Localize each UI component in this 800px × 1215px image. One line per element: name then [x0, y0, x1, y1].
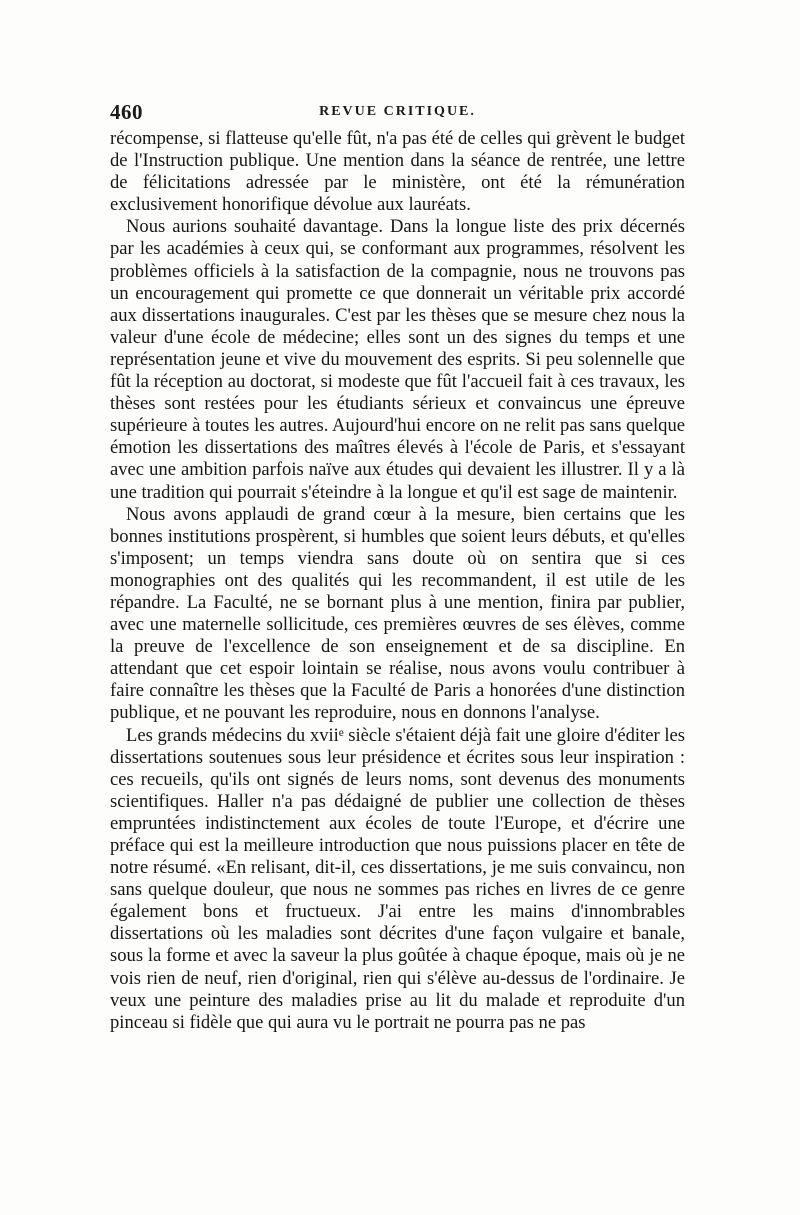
paragraph-1: récompense, si flatteuse qu'elle fût, n'a pas été de celles qui grèvent le budget de l'Instruction publique. Une mention dans la séance de rentrée, une lettre de félicitations adressée par le ministère, ont été la rémunération exclusivement honorifique dévolue aux lauréats.	[110, 128, 685, 216]
page-header	[110, 100, 685, 126]
page-number: 460	[110, 100, 143, 124]
paragraph-3: Nous avons applaudi de grand cœur à la mesure, bien certains que les bonnes institutions prospèrent, si humbles que soient leurs débuts, et qu'elles s'imposent; un temps viendra sans doute où on sentira que si ces monographies ont des qualités qui les recommandent, il est utile de les répandre. La Faculté, ne se bornant plus à une mention, finira par publier, avec une maternelle sollicitude, ces premières œuvres de ses élèves, comme la preuve de l'excellence de son enseignement et de sa discipline. En attendant que cet espoir lointain se réalise, nous avons voulu contribuer à faire connaître les thèses que la Faculté de Paris a honorées d'une distinction publique, et ne pouvant les reproduire, nous en donnons l'analyse.	[110, 503, 685, 724]
running-title: REVUE CRITIQUE.	[319, 104, 476, 119]
body-text	[110, 128, 685, 1034]
paragraph-4: Les grands médecins du xviiᵉ siècle s'étaient déjà fait une gloire d'éditer les dissertations soutenues sous leur présidence et écrites sous leur inspiration : ces recueils, qu'ils ont signés de leurs noms, sont devenus des monuments scientifiques. Haller n'a pas dédaigné de publier une collection de thèses empruntées indistinctement aux écoles de toute l'Europe, et d'écrire une préface qui est la meilleure introduction que nous puissions placer en tête de notre résumé. «En relisant, dit-il, ces dissertations, je me suis convaincu, non sans quelque douleur, que nous ne sommes pas riches en livres de ce genre également bons et fructueux. J'ai entre les mains d'innombrables dissertations où les maladies sont décrites d'une façon vulgaire et banale, sous la forme et avec la saveur la plus goûtée à chaque époque, mais où je ne vois rien de neuf, rien d'original, rien qui s'élève au-dessus de l'ordinaire. Je veux une peinture des maladies prise au lit du malade et reproduite d'un pinceau si fidèle que qui aura vu le portrait ne pourra pas ne pas	[110, 724, 685, 1033]
paragraph-2: Nous aurions souhaité davantage. Dans la longue liste des prix décernés par les académies à ceux qui, se conformant aux programmes, résolvent les problèmes officiels à la satisfaction de la compagnie, nous ne trouvons pas un encouragement qui promette ce que donnerait un véritable prix accordé aux dissertations inaugurales. C'est par les thèses que se mesure chez nous la valeur d'une école de médecine; elles sont un des signes du temps et une représentation jeune et vive du mouvement des esprits. Si peu solennelle que fût la réception au doctorat, si modeste que fût l'accueil fait à ces travaux, les thèses sont restées pour les étudiants sérieux et convaincus une épreuve supérieure à toutes les autres. Aujourd'hui encore on ne relit pas sans quelque émotion les dissertations des maîtres élevés à l'école de Paris, et s'essayant avec une ambition parfois naïve aux études qui devaient les illustrer. Il y a là une tradition qui pourrait s'éteindre à la longue et qu'il est sage de maintenir.	[110, 216, 685, 503]
